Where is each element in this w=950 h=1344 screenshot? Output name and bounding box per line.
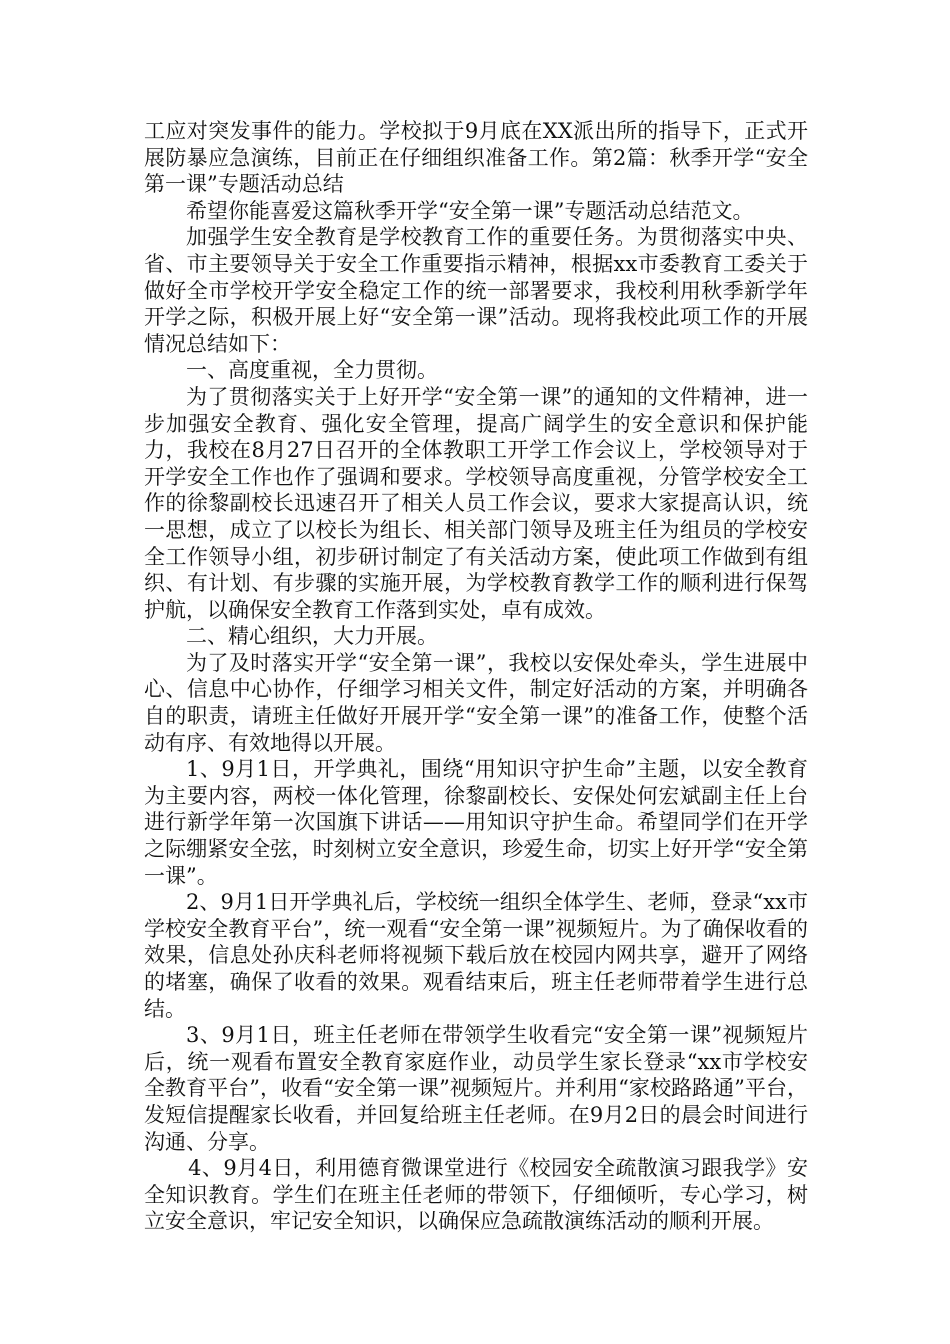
paragraph-5: 为了及时落实开学“安全第一课”，我校以安保处牵头，学生进展中心、信息中心协作，仔细学习相关文件，制定好活动的方案，并明确各自的职责，请班主任做好开展开学“安全第一课”的准备工作，使整个活动有序、有效地得以开展。 — [144, 650, 808, 755]
paragraph-2: 希望你能喜爱这篇秋季开学“安全第一课”专题活动总结范文。 — [186, 198, 754, 223]
paragraph-1: 工应对突发事件的能力。学校拟于9月底在XX派出所的指导下，正式开展防暴应急演练，目前正在仔细组织准备工作。第2篇：秋季开学“安全第一课”专题活动总结 — [144, 119, 808, 197]
section-heading-1: 一、高度重视，全力贯彻。 — [186, 358, 438, 383]
list-item-4: 4、9月4日，利用德育微课堂进行《校园安全疏散演习跟我学》安全知识教育。学生们在班主任老师的带领下，仔细倾听，专心学习，树立安全意识，牢记安全知识，以确保应急疏散演练活动的顺利开展。 — [144, 1156, 808, 1234]
paragraph-3: 加强学生安全教育是学校教育工作的重要任务。为贯彻落实中央、省、市主要领导关于安全工作重要指示精神，根据xx市委教育工委关于做好全市学校开学安全稳定工作的统一部署要求，我校利用秋季新学年开学之际，积极开展上好“安全第一课”活动。现将我校此项工作的开展情况总结如下： — [144, 225, 808, 356]
list-item-3: 3、9月1日，班主任老师在带领学生收看完“安全第一课”视频短片后，统一观看布置安全教育家庭作业，动员学生家长登录“xx市学校安全教育平台”，收看“安全第一课”视频短片。并利用“家校路路通”平台，发短信提醒家长收看，并回复给班主任老师。在9月2日的晨会时间进行沟通、分享。 — [144, 1023, 808, 1154]
list-item-2: 2、9月1日开学典礼后，学校统一组织全体学生、老师，登录“xx市学校安全教育平台”，统一观看“安全第一课”视频短片。为了确保收看的效果，信息处孙庆科老师将视频下载后放在校园内网共享，避开了网络的堵塞，确保了收看的效果。观看结束后，班主任老师带着学生进行总结。 — [144, 890, 808, 1021]
list-item-1: 1、9月1日，开学典礼，围绕“用知识守护生命”主题，以安全教育为主要内容，两校一体化管理，徐黎副校长、安保处何宏斌副主任上台进行新学年第一次国旗下讲话——用知识守护生命。希望同学们在开学之际绷紧安全弦，时刻树立安全意识，珍爱生命，切实上好开学“安全第一课”。 — [144, 757, 808, 888]
document-body — [144, 118, 808, 1235]
section-heading-2: 二、精心组织，大力开展。 — [186, 624, 438, 649]
paragraph-4: 为了贯彻落实关于上好开学“安全第一课”的通知的文件精神，进一步加强安全教育、强化安全管理，提高广阔学生的安全意识和保护能力，我校在8月27日召开的全体教职工开学工作会议上，学校领导对于开学安全工作也作了强调和要求。学校领导高度重视，分管学校安全工作的徐黎副校长迅速召开了相关人员工作会议，要求大家提高认识，统一思想，成立了以校长为组长、相关部门领导及班主任为组员的学校安全工作领导小组，初步研讨制定了有关活动方案，使此项工作做到有组织、有计划、有步骤的实施开展，为学校教育教学工作的顺利进行保驾护航，以确保安全教育工作落到实处，卓有成效。 — [144, 384, 808, 622]
